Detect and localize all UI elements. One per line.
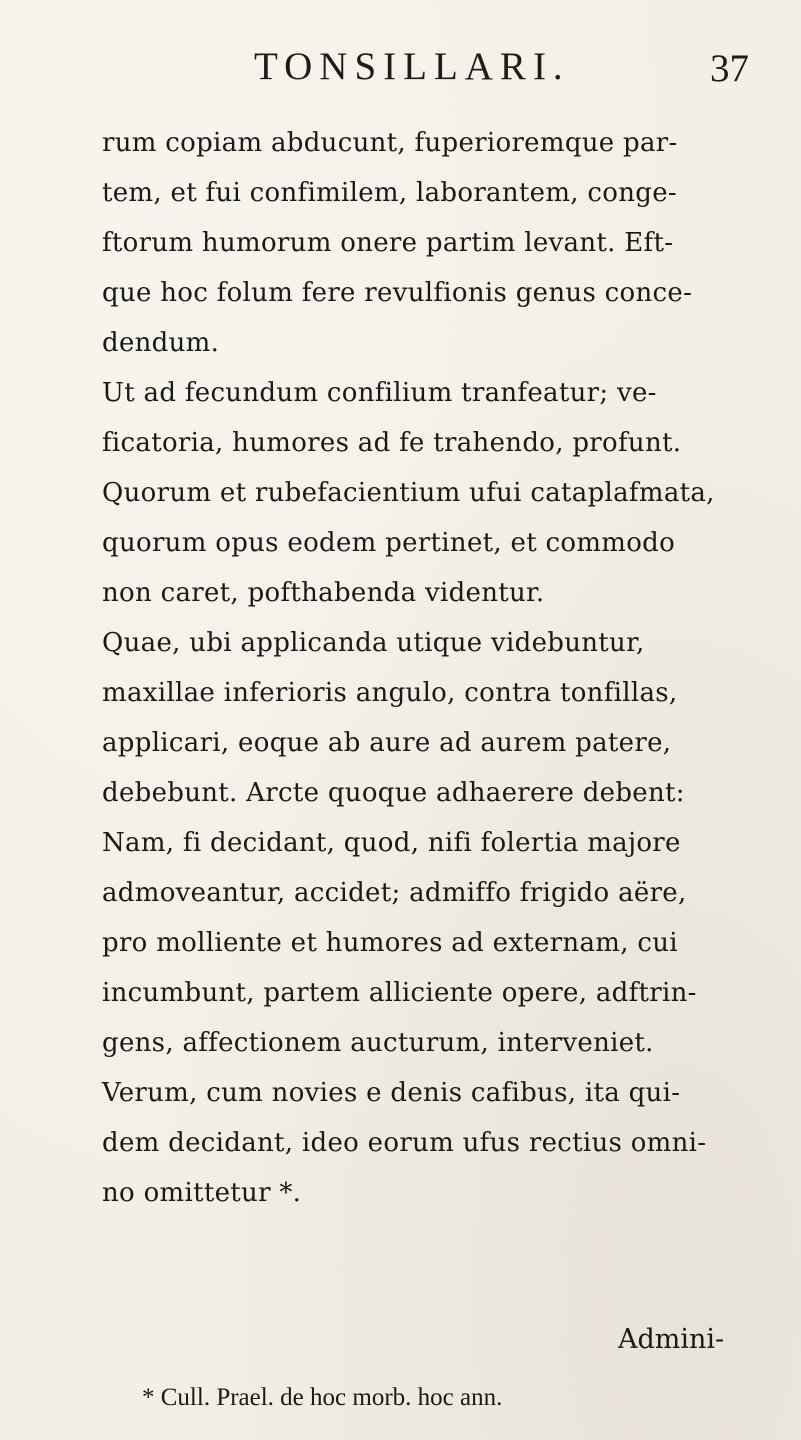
text-line: rum copiam abducunt, fuperioremque par- bbox=[102, 128, 678, 158]
text-line: dem decidant, ideo eorum ufus rectius omni- bbox=[102, 1128, 707, 1158]
text-line: applicari, eoque ab aure ad aurem patere, bbox=[102, 728, 672, 758]
text-line: pro molliente et humores ad externam, cui bbox=[102, 928, 678, 958]
footnote: * Cull. Prael. de hoc morb. hoc ann. bbox=[142, 1384, 503, 1411]
text-line: Quorum et rubefacientium ufui cataplafmata, bbox=[102, 478, 715, 508]
text-line: gens, affectionem aucturum, interveniet. bbox=[102, 1028, 654, 1058]
text-line: que hoc folum fere revulfionis genus conce- bbox=[102, 278, 693, 308]
text-line: Nam, fi decidant, quod, nifi folertia majore bbox=[102, 828, 681, 858]
text-line: Verum, cum novies e denis cafibus, ita qui- bbox=[102, 1078, 681, 1108]
text-line: ftorum humorum onere partim levant. Eft- bbox=[102, 228, 674, 258]
text-line: admoveantur, accidet; admiffo frigido aëre, bbox=[102, 878, 687, 908]
text-line: tem, et fui confimilem, laborantem, conge- bbox=[102, 178, 678, 208]
page-header bbox=[254, 44, 774, 94]
text-line: debebunt. Arcte quoque adhaerere debent: bbox=[102, 778, 685, 808]
text-line: Ut ad fecundum confilium tranfeatur; ve- bbox=[102, 378, 657, 408]
text-line: Quae, ubi applicanda utique videbuntur, bbox=[102, 628, 645, 658]
text-line: quorum opus eodem pertinet, et commodo bbox=[102, 528, 676, 558]
page-number: 37 bbox=[710, 47, 749, 90]
body-text bbox=[102, 118, 762, 1218]
text-line: incumbunt, partem alliciente opere, adftrin- bbox=[102, 978, 697, 1008]
text-line: ficatoria, humores ad fe trahendo, profunt. bbox=[102, 428, 682, 458]
running-title: TONSILLARI. bbox=[254, 45, 570, 88]
text-line: non caret, pofthabenda videntur. bbox=[102, 578, 545, 608]
catchword: Admini- bbox=[618, 1324, 725, 1355]
text-line: no omittetur *. bbox=[102, 1178, 302, 1208]
text-line: maxillae inferioris angulo, contra tonfillas, bbox=[102, 678, 678, 708]
text-line: dendum. bbox=[102, 328, 220, 358]
